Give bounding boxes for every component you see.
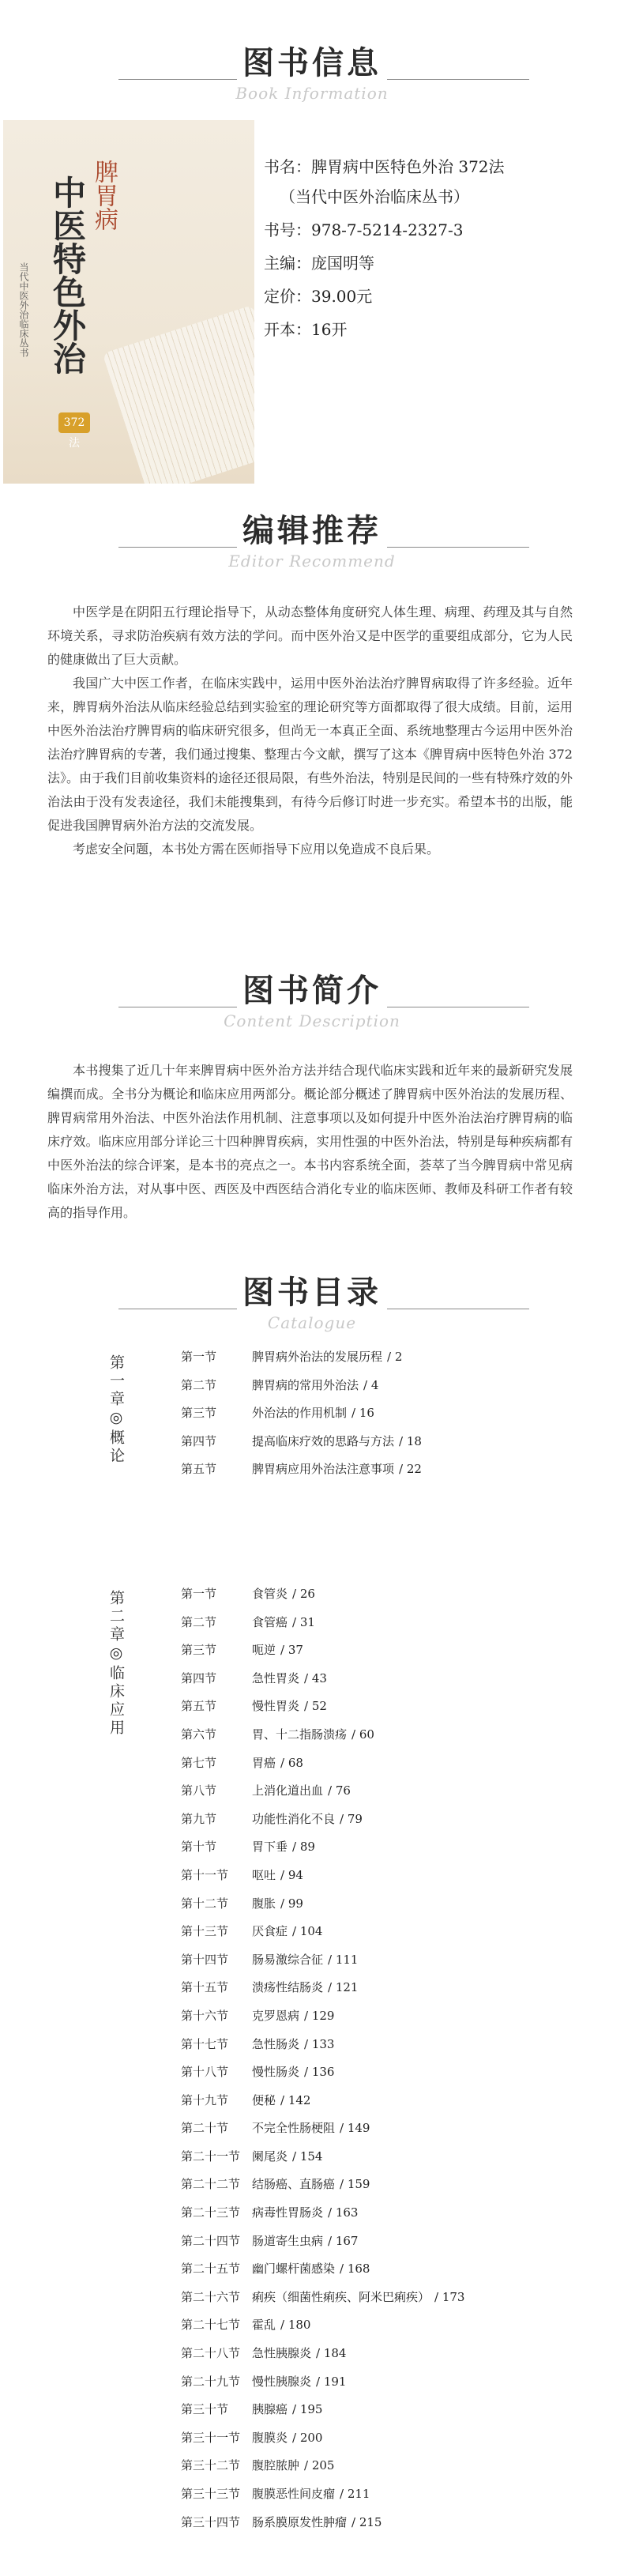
toc-item[interactable] bbox=[181, 1343, 592, 1372]
section-number: 第六节 bbox=[181, 1727, 217, 1742]
page-number: / 111 bbox=[328, 1952, 359, 1967]
toc-item[interactable] bbox=[181, 2143, 592, 2171]
section-header-info bbox=[0, 38, 624, 109]
page-number: / 4 bbox=[363, 1377, 379, 1392]
paragraph: 我国广大中医工作者，在临床实践中，运用中医外治法治疗脾胃病取得了许多经验。近年来，脾胃病外治法从临床经验总结到实验室的理论研究等方面都取得了很大成绩。目前，运用中医外治法治疗脾胃病的临床研究很多，但尚无一本真正全面、系统地整理古今运用中医外治法治疗脾胃病的专著，我们通过搜集、整理古今文献，撰写了这本《脾胃病中医特色外治 372法》。由于我们目前收集资料的途径还很局限，有些外治法，特别是民间的一些有特殊疗效的外治法由于没有发表途径，我们未能搜集到，有待今后修订时进一步充实。希望本书的出版，能促进我国脾胃病外治方法的交流发展。 bbox=[47, 676, 573, 833]
book-info-list bbox=[264, 155, 611, 351]
section-name: 急性肠炎 bbox=[252, 2036, 300, 2051]
divider bbox=[118, 79, 237, 80]
toc-item[interactable] bbox=[181, 1721, 592, 1749]
section-name: 慢性胃炎 bbox=[252, 1699, 300, 1714]
page-number: / 76 bbox=[328, 1783, 351, 1798]
section-number: 第十节 bbox=[181, 1840, 217, 1855]
page-number: / 215 bbox=[351, 2514, 382, 2529]
divider bbox=[387, 547, 529, 548]
section-number: 第十七节 bbox=[181, 2036, 229, 2051]
chapter-2-label: 第二章◎临床应用 bbox=[107, 1590, 125, 1738]
section-number: 第二节 bbox=[181, 1614, 217, 1629]
section-number: 第十六节 bbox=[181, 2008, 229, 2023]
toc-item[interactable] bbox=[181, 2171, 592, 2199]
section-number: 第四节 bbox=[181, 1433, 217, 1448]
section-name: 腹膜炎 bbox=[252, 2430, 288, 2445]
cover-side-text: 当代中医外治临床丛书 bbox=[18, 262, 29, 357]
page-number: / 168 bbox=[340, 2262, 370, 2277]
section-name: 肠系膜原发性肿瘤 bbox=[252, 2514, 348, 2529]
toc-item[interactable] bbox=[181, 2452, 592, 2480]
toc-item[interactable] bbox=[181, 1806, 592, 1834]
cover-badge: 372法 bbox=[58, 412, 90, 433]
description-text bbox=[47, 1059, 573, 1225]
section-name: 脾胃病外治法的发展历程 bbox=[252, 1350, 383, 1364]
section-number: 第四节 bbox=[181, 1670, 217, 1685]
book-editor: 主编：庞国明等 bbox=[264, 254, 374, 273]
toc-item[interactable] bbox=[181, 2115, 592, 2143]
section-number: 第一节 bbox=[181, 1587, 217, 1601]
page-number: / 43 bbox=[304, 1670, 327, 1685]
book-series: （当代中医外治临床丛书） bbox=[280, 187, 469, 206]
page-number: / 154 bbox=[292, 2149, 323, 2164]
section-name: 呕吐 bbox=[252, 1867, 276, 1882]
page-number: / 60 bbox=[351, 1727, 374, 1742]
page-number: / 142 bbox=[280, 2092, 311, 2107]
page-number: / 167 bbox=[328, 2233, 359, 2248]
toc-item[interactable] bbox=[181, 2509, 592, 2537]
page-number: / 205 bbox=[304, 2458, 335, 2473]
toc-item[interactable] bbox=[181, 2087, 592, 2115]
toc-item[interactable] bbox=[181, 1974, 592, 2002]
page-number: / 99 bbox=[280, 1896, 303, 1911]
book-price: 定价：39.00元 bbox=[264, 287, 373, 306]
section-name: 病毒性胃肠炎 bbox=[252, 2205, 324, 2220]
section-name: 胰腺癌 bbox=[252, 2402, 288, 2417]
page-number: / 31 bbox=[292, 1614, 315, 1629]
cover-scroll-illustration bbox=[103, 305, 254, 484]
section-subtitle: Content Description bbox=[224, 1011, 400, 1030]
section-title: 编辑推荐 bbox=[242, 513, 382, 549]
section-name: 急性胰腺炎 bbox=[252, 2346, 312, 2361]
cover-title-small: 脾胃病 bbox=[90, 160, 118, 231]
section-number: 第八节 bbox=[181, 1783, 217, 1798]
section-number: 第二十二节 bbox=[181, 2177, 241, 2192]
section-title: 图书目录 bbox=[242, 1275, 382, 1311]
section-name: 腹腔脓肿 bbox=[252, 2458, 300, 2473]
section-number: 第二十节 bbox=[181, 2121, 229, 2136]
section-title: 图书简介 bbox=[242, 973, 382, 1009]
toc-item[interactable] bbox=[181, 1918, 592, 1946]
toc-item[interactable] bbox=[181, 2480, 592, 2509]
page-number: / 133 bbox=[304, 2036, 335, 2051]
section-number: 第一节 bbox=[181, 1350, 217, 1364]
section-number: 第三节 bbox=[181, 1406, 217, 1421]
toc-item[interactable] bbox=[181, 2255, 592, 2284]
divider bbox=[118, 547, 237, 548]
section-name: 功能性消化不良 bbox=[252, 1811, 336, 1826]
section-number: 第三十二节 bbox=[181, 2458, 241, 2473]
section-number: 第十四节 bbox=[181, 1952, 229, 1967]
toc-item[interactable] bbox=[181, 1890, 592, 1919]
section-name: 阑尾炎 bbox=[252, 2149, 288, 2164]
section-name: 肠易激综合征 bbox=[252, 1952, 324, 1967]
section-header-description bbox=[0, 966, 624, 1037]
section-name: 上消化道出血 bbox=[252, 1783, 324, 1798]
paragraph: 中医学是在阴阳五行理论指导下，从动态整体角度研究人体生理、病理、药理及其与自然环境关系，寻求防治疾病有效方法的学问。而中医外治又是中医学的重要组成部分，它为人民的健康做出了巨大贡献。 bbox=[47, 604, 573, 667]
section-header-catalogue bbox=[0, 1267, 624, 1339]
section-number: 第十一节 bbox=[181, 1867, 229, 1882]
section-name: 克罗恩病 bbox=[252, 2008, 300, 2023]
page-number: / 104 bbox=[292, 1924, 323, 1939]
toc-item[interactable] bbox=[181, 2396, 592, 2424]
section-name: 霍乱 bbox=[252, 2318, 276, 2333]
section-name: 食管癌 bbox=[252, 1614, 288, 1629]
section-number: 第九节 bbox=[181, 1811, 217, 1826]
toc-item[interactable] bbox=[181, 2311, 592, 2340]
page-number: / 2 bbox=[387, 1350, 403, 1364]
section-name: 胃、十二指肠溃疡 bbox=[252, 1727, 348, 1742]
toc-item[interactable] bbox=[181, 1636, 592, 1665]
section-number: 第二节 bbox=[181, 1377, 217, 1392]
section-number: 第三十节 bbox=[181, 2402, 229, 2417]
toc-item[interactable] bbox=[181, 1456, 592, 1484]
section-subtitle: Catalogue bbox=[267, 1313, 357, 1332]
page-number: / 26 bbox=[292, 1587, 315, 1601]
page-number: / 16 bbox=[351, 1406, 374, 1421]
toc-item[interactable] bbox=[181, 1665, 592, 1693]
section-number: 第五节 bbox=[181, 1462, 217, 1477]
section-number: 第三十三节 bbox=[181, 2487, 241, 2501]
toc-item[interactable] bbox=[181, 1609, 592, 1637]
divider bbox=[387, 79, 529, 80]
toc-item[interactable] bbox=[181, 1749, 592, 1778]
page-number: / 37 bbox=[280, 1643, 303, 1658]
page-number: / 180 bbox=[280, 2318, 311, 2333]
section-number: 第七节 bbox=[181, 1755, 217, 1770]
section-subtitle: Book Information bbox=[235, 84, 389, 103]
book-cover-image bbox=[3, 120, 254, 484]
page-number: / 89 bbox=[292, 1840, 315, 1855]
section-name: 脾胃病应用外治法注意事项 bbox=[252, 1462, 395, 1477]
toc-item[interactable] bbox=[181, 1428, 592, 1456]
page-number: / 22 bbox=[399, 1462, 422, 1477]
toc-item[interactable] bbox=[181, 1862, 592, 1890]
toc-item[interactable] bbox=[181, 1580, 592, 1609]
cover-title-big: 中医特色外治 bbox=[48, 175, 87, 375]
toc-item[interactable] bbox=[181, 1946, 592, 1975]
section-name: 痢疾（细菌性痢疾、阿米巴痢疾） bbox=[252, 2289, 430, 2304]
section-name: 提高临床疗效的思路与方法 bbox=[252, 1433, 395, 1448]
page-number: / 211 bbox=[340, 2487, 370, 2501]
paragraph: 本书搜集了近几十年来脾胃病中医外治方法并结合现代临床实践和近年来的最新研究发展编撰而成。全书分为概论和临床应用两部分。概论部分概述了脾胃病中医外治法的发展历程、脾胃病常用外治法、中医外治法作用机制、注意事项以及如何提升中医外治法治疗脾胃病的临床疗效。临床应用部分详论三十四种脾胃疾病，实用性强的中医外治法，特别是每种疾病都有中医外治法的综合评案，是本书的亮点之一。本书内容系统全面，荟萃了当今脾胃病中常见病临床外治方法，对从事中医、西医及中西医结合消化专业的临床医师、教师及科研工作者有较高的指导作用。 bbox=[47, 1063, 573, 1220]
page-number: / 191 bbox=[316, 2374, 347, 2389]
section-number: 第三十一节 bbox=[181, 2430, 241, 2445]
section-name: 肠道寄生虫病 bbox=[252, 2233, 324, 2248]
toc-item[interactable] bbox=[181, 2002, 592, 2031]
section-number: 第五节 bbox=[181, 1699, 217, 1714]
section-name: 便秘 bbox=[252, 2092, 276, 2107]
chapter-1-label: 第一章◎概论 bbox=[107, 1354, 125, 1466]
page-number: / 52 bbox=[304, 1699, 327, 1714]
recommend-text bbox=[47, 601, 573, 861]
section-name: 胃下垂 bbox=[252, 1840, 288, 1855]
section-number: 第三十四节 bbox=[181, 2514, 241, 2529]
section-name: 幽门螺杆菌感染 bbox=[252, 2262, 336, 2277]
toc-item[interactable] bbox=[181, 1693, 592, 1721]
book-isbn: 书号：978-7-5214-2327-3 bbox=[264, 220, 464, 239]
section-number: 第三节 bbox=[181, 1643, 217, 1658]
toc-item[interactable] bbox=[181, 2058, 592, 2087]
page-number: / 195 bbox=[292, 2402, 323, 2417]
page-number: / 200 bbox=[292, 2430, 323, 2445]
section-header-recommend bbox=[0, 506, 624, 577]
section-name: 腹胀 bbox=[252, 1896, 276, 1911]
section-number: 第十九节 bbox=[181, 2092, 229, 2107]
toc-item[interactable] bbox=[181, 2368, 592, 2397]
book-format: 开本：16开 bbox=[264, 320, 348, 339]
section-number: 第二十一节 bbox=[181, 2149, 241, 2164]
page-number: / 136 bbox=[304, 2065, 335, 2080]
toc-item[interactable] bbox=[181, 1777, 592, 1806]
book-name: 书名：脾胃病中医特色外治 372法 bbox=[264, 157, 505, 176]
toc-item[interactable] bbox=[181, 2031, 592, 2059]
page-number: / 163 bbox=[328, 2205, 359, 2220]
section-number: 第二十八节 bbox=[181, 2346, 241, 2361]
toc-item[interactable] bbox=[181, 2284, 592, 2312]
section-number: 第十八节 bbox=[181, 2065, 229, 2080]
section-subtitle: Editor Recommend bbox=[228, 552, 396, 571]
section-name: 呃逆 bbox=[252, 1643, 276, 1658]
toc-item[interactable] bbox=[181, 1833, 592, 1862]
section-number: 第十五节 bbox=[181, 1980, 229, 1995]
section-name: 急性胃炎 bbox=[252, 1670, 300, 1685]
toc-item[interactable] bbox=[181, 2424, 592, 2453]
section-name: 溃疡性结肠炎 bbox=[252, 1980, 324, 1995]
page-number: / 121 bbox=[328, 1980, 359, 1995]
toc-item[interactable] bbox=[181, 2228, 592, 2256]
chapter-1-toc bbox=[181, 1343, 592, 1484]
toc-item[interactable] bbox=[181, 2340, 592, 2368]
page-number: / 149 bbox=[340, 2121, 370, 2136]
section-name: 食管炎 bbox=[252, 1587, 288, 1601]
section-number: 第二十三节 bbox=[181, 2205, 241, 2220]
section-number: 第二十六节 bbox=[181, 2289, 241, 2304]
section-name: 胃癌 bbox=[252, 1755, 276, 1770]
section-name: 厌食症 bbox=[252, 1924, 288, 1939]
section-number: 第二十七节 bbox=[181, 2318, 241, 2333]
section-name: 腹膜恶性间皮瘤 bbox=[252, 2487, 336, 2501]
paragraph: 考虑安全问题，本书处方需在医师指导下应用以免造成不良后果。 bbox=[73, 842, 440, 857]
toc-item[interactable] bbox=[181, 2199, 592, 2228]
section-name: 结肠癌、直肠癌 bbox=[252, 2177, 336, 2192]
page-number: / 159 bbox=[340, 2177, 370, 2192]
section-name: 外治法的作用机制 bbox=[252, 1406, 348, 1421]
page-number: / 79 bbox=[340, 1811, 363, 1826]
section-number: 第十三节 bbox=[181, 1924, 229, 1939]
page-number: / 129 bbox=[304, 2008, 335, 2023]
page-number: / 94 bbox=[280, 1867, 303, 1882]
section-number: 第二十四节 bbox=[181, 2233, 241, 2248]
toc-item[interactable] bbox=[181, 1399, 592, 1428]
page-number: / 184 bbox=[316, 2346, 347, 2361]
section-number: 第二十五节 bbox=[181, 2262, 241, 2277]
chapter-2-toc bbox=[181, 1580, 592, 2536]
section-name: 慢性肠炎 bbox=[252, 2065, 300, 2080]
page-number: / 173 bbox=[434, 2289, 465, 2304]
section-name: 脾胃病的常用外治法 bbox=[252, 1377, 359, 1392]
section-number: 第二十九节 bbox=[181, 2374, 241, 2389]
page-number: / 68 bbox=[280, 1755, 303, 1770]
section-title: 图书信息 bbox=[242, 45, 382, 81]
toc-item[interactable] bbox=[181, 1372, 592, 1400]
section-name: 不完全性肠梗阻 bbox=[252, 2121, 336, 2136]
section-name: 慢性胰腺炎 bbox=[252, 2374, 312, 2389]
page-number: / 18 bbox=[399, 1433, 422, 1448]
section-number: 第十二节 bbox=[181, 1896, 229, 1911]
